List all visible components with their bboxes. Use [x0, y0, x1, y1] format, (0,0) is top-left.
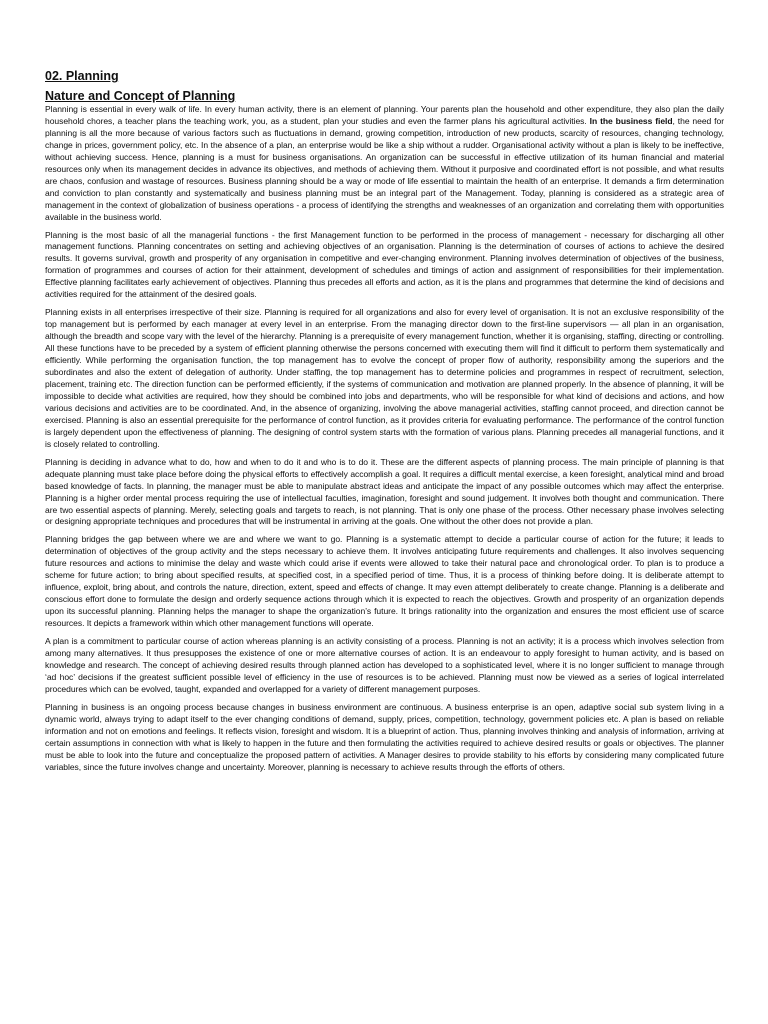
paragraph-7: Planning in business is an ongoing process because changes in business environment are continuous. A business enterprise is an open, adaptive social sub system living in a dynamic world, always trying to adapt itself to the ever changing conditions of demand, supply, prices, competition, technology, government policies etc. A plan is based on reliable information and not on emotions and feelings. It reflects vision, foresight and wisdom. It is a blueprint of action. Thus, planning involves thinking and analysis of information, arriving at certain assumptions in connection with what is likely to happen in the future and then formulating the activities required to achieve desired results or goals or objectives. The planner must be able to look into the future and conceptualize the proposed pattern of activities. A Manager desires to provide stability to his efforts by considering many complicated future variables, since the future involves change and uncertainty. Moreover, planning is necessary to achieve results through the efforts of others. [45, 701, 724, 772]
paragraph-6: A plan is a commitment to particular course of action whereas planning is an activity consisting of a process. Planning is not an activity; it is a process which involves selection from among many alternatives. It thus presupposes the existence of one or more alternative courses of action. It is an endeavour to apply foresight to human activity, and is based on knowledge and research. The concept of achieving desired results through planned action has developed to a sophisticated level, where it is no longer sufficient to manage through ‘ad hoc’ decisions if the greatest sufficient possible level of efficiency in the use of resources is to be achieved. Planning must now be viewed as a series of logical interrelated procedures which can be evolved, taught, expanded and overlapped for a variety of different management purposes. [45, 636, 724, 694]
paragraph-2: Planning is the most basic of all the managerial functions - the first Management function to be performed in the process of management - necessary for discharging all other management functions. Planning concentrates on setting and achieving objectives of an organisation. Planning is the determination of courses of actions to achieve the desired results. It governs survival, growth and prosperity of any organisation in competitive and ever-changing environment. Planning involves determination of objectives of the business, formation of programmes and courses of action for their attainment, development of schedules and timings of action and assignment of responsibilities for their implementation. Effective planning facilitates early achievement of objectives. Planning thus precedes all efforts and action, as it is the plans and programmes that determine the kind of decisions and activities required for the attainment of the desired goals. [45, 229, 724, 300]
paragraph-4: Planning is deciding in advance what to do, how and when to do it and who is to do it. These are the different aspects of planning process. The main principle of planning is that adequate planning must take place before doing the physical efforts to effectively accomplish a goal. It requires a difficult mental exercise, a keen foresight, analytical mind and broad based knowledge of facts. In planning, the manager must be able to manipulate abstract ideas and anticipate the impact of any possible outcomes which may affect the enterprise. Planning is a higher order mental process requiring the use of intellectual faculties, imagination, foresight and sound judgement. It involves both thought and communication. There are two essential aspects of planning. Merely, selecting goals and targets to reach, is not planning. That is only one phase of the process. Other necessary phase involves selecting or designing appropriate techniques and procedures that will be instrumental in arriving at the goals. One without the other does not provide a plan. [45, 456, 724, 527]
section-title: Nature and Concept of Planning [45, 89, 236, 103]
paragraph-1-text-b: , the need for planning is all the more because of various factors such as fluctuations in demand, growing competition, introduction of new products, scarcity of resources, changing technology, change in prices, government policy, etc. In the absence of a plan, an enterprise would be like a ship without a rudder. Organisational activity without a plan is likely to be ineffective, without achieving success. Hence, planning is a must for business organisations. An organization can be successful in effective utilization of its human financial and material resources only when its management decides in advance its objectives, and methods of achieving them. Without it purposive and coordinated effort is not possible, and what results are chaos, confusion and wastage of resources. Business planning should be a way or mode of life essential to maintain the health of an enterprise. It demands a firm determination and conviction to plan constantly and systematically and business planning must be an integral part of the Management. Today, planning is considered as a strategic area of management in the context of globalization of business operations - a process of identifying the strengths and weaknesses of an organization and correlating them with opportunities available in the business world. [45, 115, 724, 222]
paragraph-1 [45, 104, 724, 224]
paragraph-1-bold-phrase: In the business field [589, 115, 673, 126]
paragraph-3: Planning exists in all enterprises irrespective of their size. Planning is required for all organizations and also for every level of organisation. It is not an exclusive responsibility of the top management but is performed by each manager at every level in an enterprise. From the managing director down to the first-line supervisors — all plan in an organisation, although the breadth and scope vary with the level of the hierarchy. Planning is a prerequisite of every management function, whether it is organising, staffing, directing or controlling. All these functions have to be preceded by a system of efficient planning otherwise the persons concerned with executing them will find it difficult to perform them systematically and efficiently. While performing the organisation function, the top management has to evolve the concept of proper flow of authority, responsibility among the superiors and the subordinates and also the extent of delegation of authority. Under staffing, the top management has to determine policies and programmes in respect of recruitment, selection, placement, training etc. The direction function can be performed efficiently, if the systems of communication and motivation are planned properly. In the absence of planning, it will be impossible to decide what activities are required, how they should be combined into jobs and departments, who will be responsible for what kind of decisions and actions, and how various decisions and activities are to be coordinated. And, in the absence of organizing, involving the above managerial activities, staffing cannot proceed, and direction cannot be exercised. Planning is also an essential prerequisite for the performance of control function, as it provides criteria for evaluating performance. The performance of the control function is largely dependent upon the effectiveness of planning. The designing of control system starts with the formation of various plans. Planning precedes all managerial functions, and it is closely related to controlling. [45, 307, 724, 449]
paragraph-1-text-a: Planning is essential in every walk of life. In every human activity, there is an element of planning. Your parents plan the household and other expenditure, they also plan the daily household chores, a teacher plans the teaching work, you, as a student, plan your studies and even the farmer plans his agricultural activities. [45, 104, 724, 126]
paragraph-5: Planning bridges the gap between where we are and where we want to go. Planning is a systematic attempt to decide a particular course of action for the future; it leads to determination of objectives of the group activity and the steps necessary to achieve them. It involves anticipating future requirements and challenges. It also involves sequencing future resources and actions to minimise the delay and waste which could arise if events were allowed to take their natural pace and chronological order. To plan is to produce a scheme for future action; to bring about specified results, at specified cost, in a specified period of time. Thus, it is a process of thinking before doing. It is deliberate attempt to influence, exploit, bring about, and controls the nature, direction, extent, speed and effects of change. It may even attempt deliberately to create change. Planning is a deliberate and conscious effort done to formulate the design and orderly sequence actions through which it is expected to reach the objectives. Growth and prosperity of an organization depends upon its successful planning. Planning helps the manager to shape the organization’s future. It brings rationality into the organization and ensures the most efficient use of scarce resources. It depicts a framework within which other management functions will operate. [45, 534, 724, 629]
chapter-title: 02. Planning [45, 69, 119, 83]
